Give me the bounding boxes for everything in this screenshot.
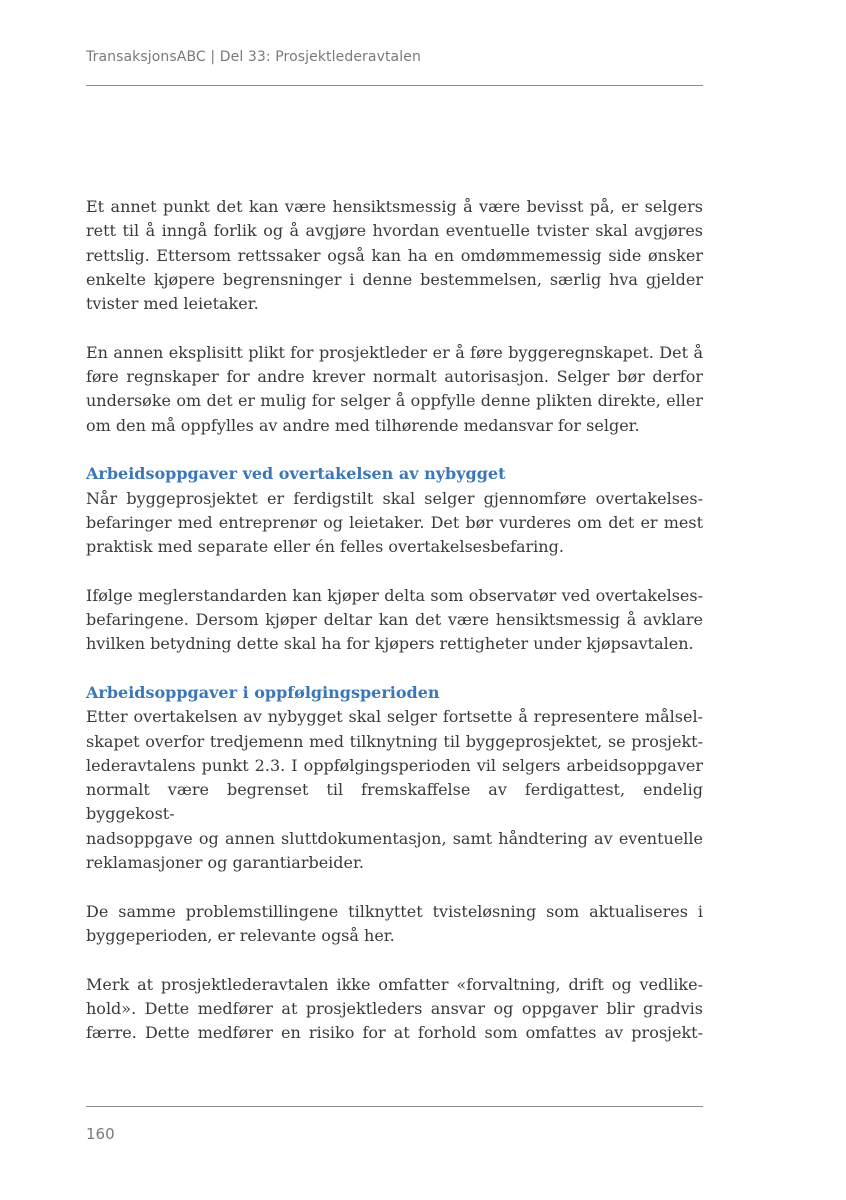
paragraph-2 xyxy=(86,341,703,438)
text-line: Et annet punkt det kan være hensiktsmessig å være bevisst på, er selgers xyxy=(86,197,703,216)
text-line: undersøke om det er mulig for selger å oppfylle denne plikten direkte, eller xyxy=(86,391,703,411)
text-line: nadsoppgave og annen sluttdokumentasjon, samt håndtering av eventuelle xyxy=(86,828,703,848)
paragraph-5 xyxy=(86,705,703,875)
text-line: lederavtalens punkt 2.3. I oppfølgingsperioden vil selgers arbeidsoppgaver xyxy=(86,755,703,775)
text-line: Merk at prosjektlederavtalen ikke omfatter «forvaltning, drift og vedlike- xyxy=(86,974,703,994)
text-line: normalt være begrenset til fremskaffelse av ferdigattest, endelig byggekost- xyxy=(86,780,703,824)
header-divider xyxy=(86,85,703,86)
text-line: tvister med leietaker. xyxy=(86,294,259,314)
paragraph-4 xyxy=(86,584,703,657)
section-heading-oppfolging: Arbeidsoppgaver i oppfølgingsperioden xyxy=(86,682,440,702)
paragraph-7 xyxy=(86,973,703,1046)
section-heading-overtakelse: Arbeidsoppgaver ved overtakelsen av nybygget xyxy=(86,464,506,484)
paragraph-1 xyxy=(86,195,703,316)
text-line: hvilken betydning dette skal ha for kjøpers rettigheter under kjøpsavtalen. xyxy=(86,634,694,654)
text-line: Når byggeprosjektet er ferdigstilt skal selger gjennomføre overtakelses- xyxy=(86,488,703,508)
text-line: byggeperioden, er relevante også her. xyxy=(86,925,395,945)
running-header: TransaksjonsABC | Del 33: Prosjektlederavtalen xyxy=(86,49,421,65)
text-line: føre regnskaper for andre krever normalt autorisasjon. Selger bør derfor xyxy=(86,367,703,387)
text-line: om den må oppfylles av andre med tilhørende medansvar for selger. xyxy=(86,415,640,435)
text-line: praktisk med separate eller én felles overtakelsesbefaring. xyxy=(86,537,564,557)
text-line: færre. Dette medfører en risiko for at forhold som omfattes av prosjekt- xyxy=(86,1023,703,1043)
paragraph-3 xyxy=(86,487,703,560)
paragraph-6 xyxy=(86,900,703,949)
text-line: En annen eksplisitt plikt for prosjektleder er å føre byggeregnskapet. Det å xyxy=(86,342,703,362)
text-line: De samme problemstillingene tilknyttet tvisteløsning som aktualiseres i xyxy=(86,901,703,921)
footer-divider xyxy=(86,1106,703,1107)
text-line: Ifølge meglerstandarden kan kjøper delta som observatør ved overtakelses- xyxy=(86,585,703,605)
text-line: hold». Dette medfører at prosjektleders ansvar og oppgaver blir gradvis xyxy=(86,998,703,1018)
text-line: befaringer med entreprenør og leietaker. Det bør vurderes om det er mest xyxy=(86,512,703,532)
text-line: Etter overtakelsen av nybygget skal selger fortsette å representere målsel- xyxy=(86,707,703,727)
page-number: 160 xyxy=(86,1125,115,1143)
text-line: rett til å inngå forlik og å avgjøre hvordan eventuelle tvister skal avgjøres xyxy=(86,221,703,241)
text-line: reklamasjoner og garantiarbeider. xyxy=(86,853,364,873)
text-line: befaringene. Dersom kjøper deltar kan det være hensiktsmessig å avklare xyxy=(86,610,703,630)
text-line: rettslig. Ettersom rettssaker også kan ha en omdømmemessig side ønsker xyxy=(86,245,703,265)
body-text xyxy=(86,195,703,1045)
text-line: skapet overfor tredjemenn med tilknytning til byggeprosjektet, se prosjekt- xyxy=(86,731,703,751)
text-line: enkelte kjøpere begrensninger i denne bestemmelsen, særlig hva gjelder xyxy=(86,269,703,289)
